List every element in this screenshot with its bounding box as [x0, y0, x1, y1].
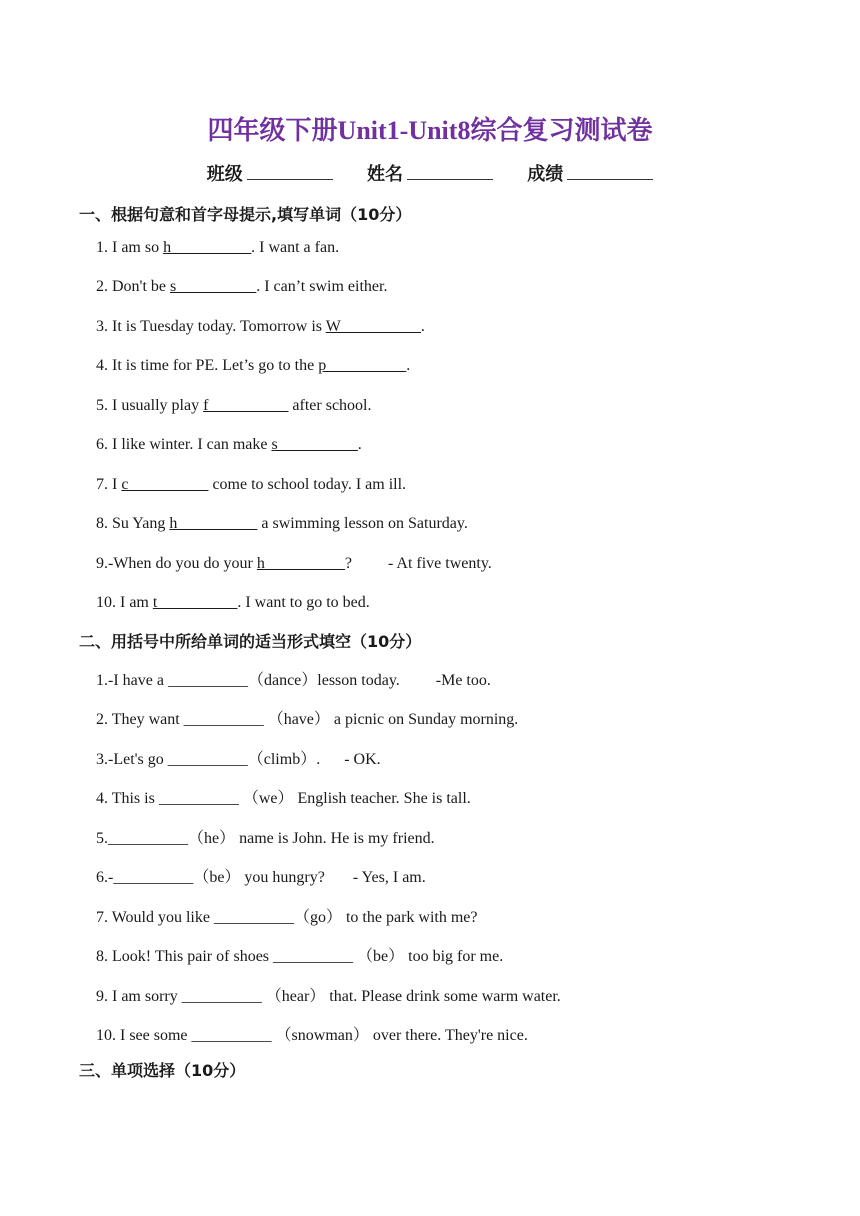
answer-blank[interactable]: s__________	[169, 278, 257, 295]
s2-question-5: 5.__________（he） name is John. He is my friend.	[96, 830, 435, 847]
s2-question-2: 2. They want __________ （have） a picnic on Sunday morning.	[96, 711, 519, 728]
s1-question-10: 10. I am t__________. I want to go to bed.	[96, 594, 370, 611]
s1-question-2: 2. Don't be s__________. I can’t swim either.	[96, 278, 388, 295]
answer-blank[interactable]: t__________	[152, 594, 238, 611]
answer-blank[interactable]: f__________	[203, 397, 289, 414]
answer-blank[interactable]: h__________	[256, 555, 345, 572]
s1-question-8: 8. Su Yang h__________ a swimming lesson on Saturday.	[96, 515, 468, 532]
answer-blank[interactable]: W__________	[325, 318, 421, 335]
class-label: 班级	[206, 164, 243, 185]
section-3-heading: 三、单项选择（10分）	[79, 1061, 246, 1080]
s2-question-10: 10. I see some __________ （snowman） over there. They're nice.	[96, 1027, 528, 1044]
student-info-row	[0, 160, 860, 186]
s2-question-4: 4. This is __________ （we） English teacher. She is tall.	[96, 790, 471, 807]
s2-question-8: 8. Look! This pair of shoes __________ （be） too big for me.	[96, 948, 504, 965]
s2-question-1: 1.-I have a __________（dance）lesson today. -Me too.	[96, 672, 491, 689]
name-label: 姓名	[367, 164, 403, 185]
answer-blank[interactable]: p__________	[318, 357, 407, 374]
s2-question-7: 7. Would you like __________（go） to the park with me?	[96, 909, 478, 926]
class-blank[interactable]	[247, 165, 333, 180]
s1-question-4: 4. It is time for PE. Let’s go to the p__________.	[96, 357, 411, 374]
s1-question-1: 1. I am so h__________. I want a fan.	[96, 239, 340, 256]
s1-question-9: 9.-When do you do your h__________? - At five twenty.	[96, 555, 492, 572]
section-2-heading: 二、用括号中所给单词的适当形式填空（10分）	[79, 632, 422, 651]
name-field	[367, 160, 493, 186]
answer-blank[interactable]: s__________	[271, 436, 358, 453]
s2-question-3: 3.-Let's go __________（climb）. - OK.	[96, 751, 381, 768]
section-1-heading: 一、根据句意和首字母提示,填写单词（10分）	[79, 205, 412, 224]
page-title: 四年级下册Unit1-Unit8综合复习测试卷	[207, 116, 653, 145]
score-field	[527, 160, 653, 186]
s2-question-9: 9. I am sorry __________ （hear） that. Please drink some warm water.	[96, 988, 561, 1005]
answer-blank[interactable]: h__________	[163, 239, 252, 256]
score-blank[interactable]	[567, 165, 653, 180]
score-label: 成绩	[527, 164, 564, 185]
answer-blank[interactable]: h__________	[169, 515, 258, 532]
name-blank[interactable]	[407, 165, 493, 180]
s2-question-6: 6.-__________（be） you hungry? - Yes, I am.	[96, 869, 426, 886]
s1-question-6: 6. I like winter. I can make s__________.	[96, 436, 362, 453]
s1-question-3: 3. It is Tuesday today. Tomorrow is W__________.	[96, 318, 425, 335]
answer-blank[interactable]: c__________	[121, 476, 209, 493]
class-field	[207, 160, 333, 186]
s1-question-5: 5. I usually play f__________ after school.	[96, 397, 372, 414]
s1-question-7: 7. I c__________ come to school today. I am ill.	[96, 476, 407, 493]
